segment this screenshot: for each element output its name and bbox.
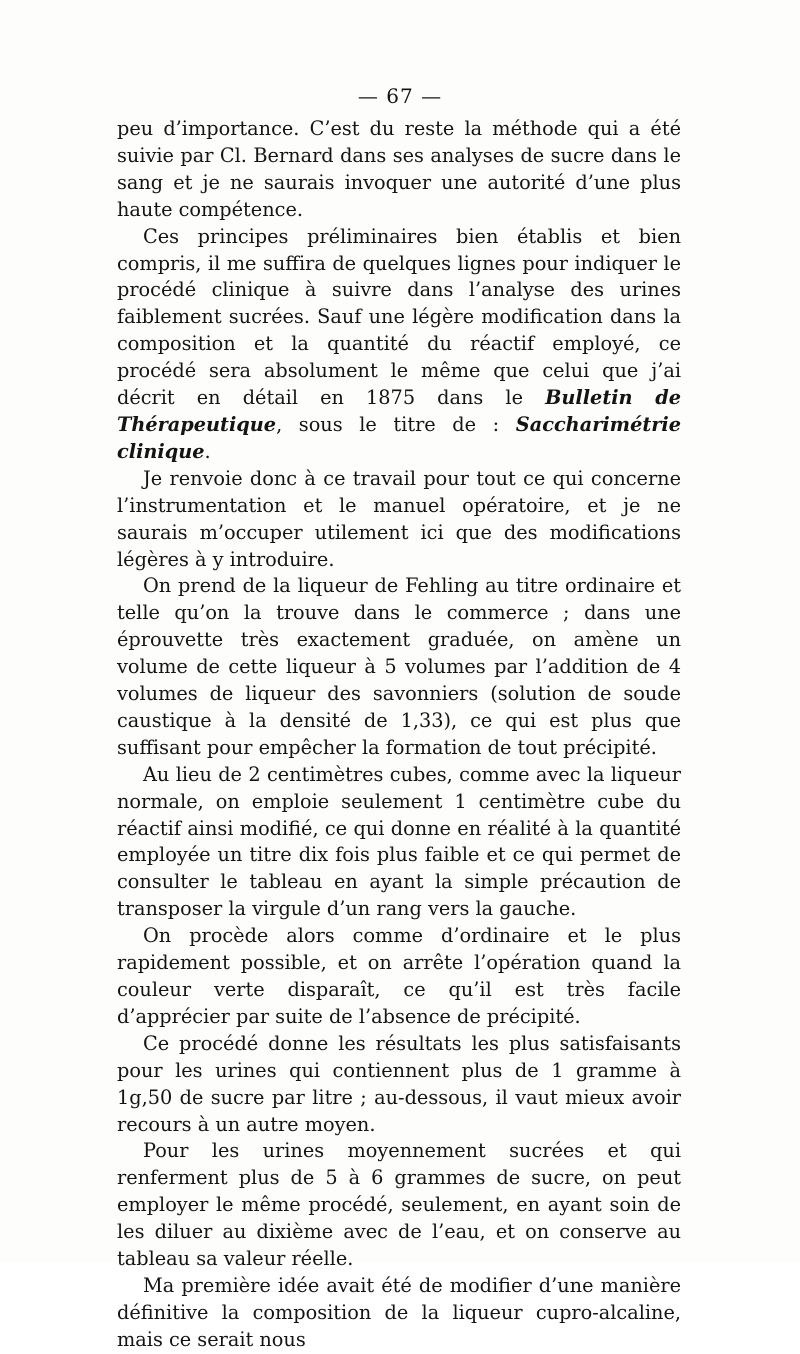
paragraph xyxy=(117,923,681,1031)
text-run: Ma première idée avait été de modifier d’une manière définitive la composition de la liqueur cupro-alcaline, mais ce serait nous xyxy=(117,1273,681,1351)
text-run: On prend de la liqueur de Fehling au titre ordinaire et telle qu’on la trouve dans le commerce ; dans une éprouvette très exactement graduée, on amène un volume de cette liqueur à 5 volumes par l’addition de 4 volumes de liqueur des savonniers (solution de soude caustique à la densité de 1,33), ce qui est plus que suffisant pour empêcher la formation de tout précipité. xyxy=(117,574,681,759)
text-run: Ces principes préliminaires bien établis et bien compris, il me suffira de quelques lignes pour indiquer le procédé clinique à suivre dans l’analyse des urines faiblement sucrées. Sauf une légère modification dans la composition et la quantité du réactif employé, ce procédé sera absolument le même que celui que j’ai décrit en détail en 1875 dans le xyxy=(117,224,681,410)
text-run: peu d’importance. C’est du reste la méthode qui a été suivie par Cl. Bernard dans ses analyses de sucre dans le sang et je ne saurais invoquer une autorité d’une plus haute compétence. xyxy=(117,117,681,221)
page-number: — 67 — xyxy=(357,84,443,108)
text-run: Au lieu de 2 centimètres cubes, comme avec la liqueur normale, on emploie seulement 1 centimètre cube du réactif ainsi modifié, ce qui donne en réalité à la quantité employée un titre dix fois plus faible et ce qui permet de consulter le tableau en ayant la simple précaution de transposer la virgule d’un rang vers la gauche. xyxy=(117,762,681,921)
paragraph xyxy=(117,224,681,466)
text-run: , sous le titre de : xyxy=(276,412,516,436)
italic-title: Saccharimétrie clinique xyxy=(117,412,681,463)
text-run: Pour les urines moyennement sucrées et qui renferment plus de 5 à 6 grammes de sucre, on peut employer le même procédé, seulement, en ayant soin de les diluer au dixième avec de l’eau, et on conserve au tableau sa valeur réelle. xyxy=(117,1139,681,1271)
paragraph xyxy=(117,1031,681,1139)
paragraph xyxy=(117,1138,681,1273)
text-run: Ce procédé donne les résultats les plus satisfaisants pour les urines qui contiennent plus de 1 gramme à 1g,50 de sucre par litre ; au-dessous, il vaut mieux avoir recours à un autre moyen. xyxy=(117,1031,681,1136)
paragraph xyxy=(117,116,681,224)
text-run: Je renvoie donc à ce travail pour tout ce qui concerne l’instrumentation et le manuel opératoire, et je ne saurais m’occuper utilement ici que des modifications légères à y introduire. xyxy=(117,466,681,571)
text-run: On procède alors comme d’ordinaire et le plus rapidement possible, et on arrête l’opération quand la couleur verte disparaît, ce qu’il est très facile d’apprécier par suite de l’absence de précipité. xyxy=(117,924,681,1028)
paragraph xyxy=(117,573,681,761)
italic-title: Bulletin de Thérapeutique xyxy=(117,386,681,436)
paragraph xyxy=(117,1273,681,1354)
paragraph xyxy=(117,762,681,923)
text-run: . xyxy=(204,439,211,463)
body-text xyxy=(117,116,681,1354)
paragraph xyxy=(117,466,681,574)
